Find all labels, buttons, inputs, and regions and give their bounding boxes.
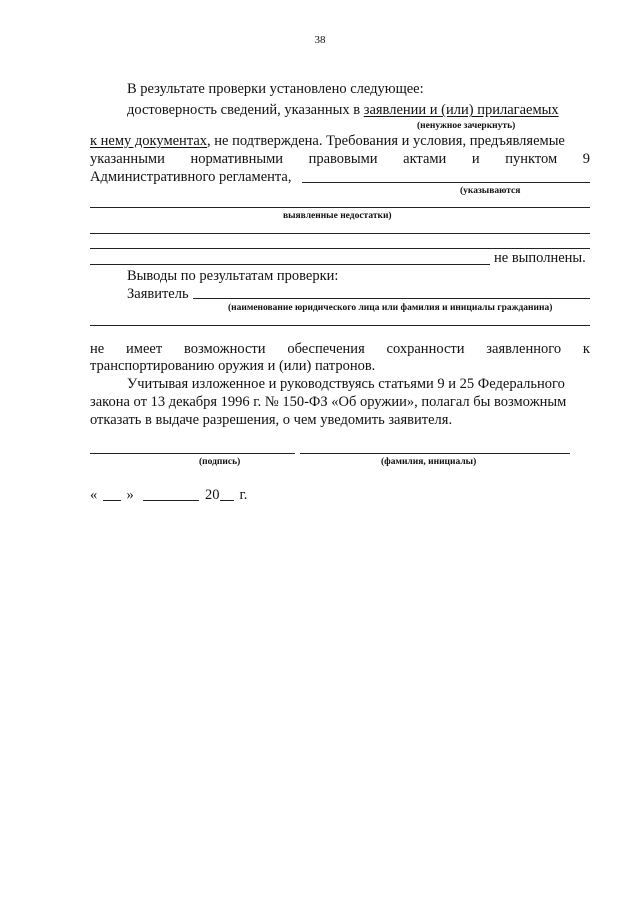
name-line (300, 453, 570, 454)
applicant-blank (193, 298, 590, 299)
defects-line-2 (90, 233, 590, 234)
word: 9 (582, 151, 590, 167)
defects-hint: выявленные недостатки) (283, 211, 392, 221)
documents-rest: , не подтверждена. Требования и условия, предъявляемые (207, 133, 565, 149)
applicant-line-2 (90, 325, 590, 326)
word: пунктом (505, 151, 558, 167)
word: заявленного (486, 341, 562, 357)
cannot-ensure-line (90, 341, 590, 358)
paragraph-line-1: Учитывая изложенное и руководствуясь статьями 9 и 25 Федерального (127, 376, 565, 392)
not-fulfilled-text: не выполнены. (494, 250, 586, 266)
word: к (582, 341, 590, 357)
requirements-line (90, 151, 590, 168)
signature-hint: (подпись) (199, 457, 241, 467)
word: указанными (90, 151, 165, 167)
day-blank (103, 500, 121, 501)
defects-line-3 (90, 248, 590, 249)
date-close-quote: » (126, 487, 134, 503)
defects-line-4 (90, 264, 490, 265)
date-line (90, 487, 247, 504)
word: имеет (126, 341, 163, 357)
paragraph-line-2: закона от 13 декабря 1996 г. № 150-ФЗ «Об оружии», полагал бы возможным (90, 394, 567, 410)
strike-hint: (ненужное зачеркнуть) (417, 121, 516, 131)
conclusions-heading: Выводы по результатам проверки: (127, 268, 339, 284)
word: не (90, 341, 105, 357)
year-blank (220, 500, 234, 501)
date-open-quote: « (90, 487, 98, 503)
indicated-hint: (указываются (460, 186, 521, 196)
year-suffix: г. (239, 487, 248, 503)
page-number: 38 (314, 34, 326, 46)
name-hint: (фамилия, инициалы) (381, 457, 477, 467)
word: нормативными (190, 151, 284, 167)
documents-line (90, 133, 565, 150)
defects-line-1 (90, 207, 590, 208)
word: правовыми (308, 151, 378, 167)
application-underlined: заявлении и (или) прилагаемых (363, 102, 559, 118)
word: актами (403, 151, 447, 167)
word: сохранности (386, 341, 465, 357)
applicant-label: Заявитель (127, 286, 189, 302)
month-blank (143, 500, 199, 501)
result-heading: В результате проверки установлено следующее: (127, 81, 424, 97)
applicant-hint: (наименование юридического лица или фамилия и инициалы гражданина) (228, 303, 553, 313)
documents-underlined: к нему документах (90, 133, 208, 149)
word: возможности (183, 341, 266, 357)
regulation-line: Административного регламента, (90, 169, 292, 185)
year-century: 20 (205, 487, 220, 503)
signature-line (90, 453, 295, 454)
reliability-line (127, 102, 559, 119)
word: и (471, 151, 480, 167)
paragraph-line-3: отказать в выдаче разрешения, о чем уведомить заявителя. (90, 412, 453, 428)
word: обеспечения (287, 341, 365, 357)
regulation-blank (302, 182, 590, 183)
transport-line: транспортированию оружия и (или) патронов. (90, 358, 376, 374)
reliability-prefix: достоверность сведений, указанных в (127, 102, 364, 118)
